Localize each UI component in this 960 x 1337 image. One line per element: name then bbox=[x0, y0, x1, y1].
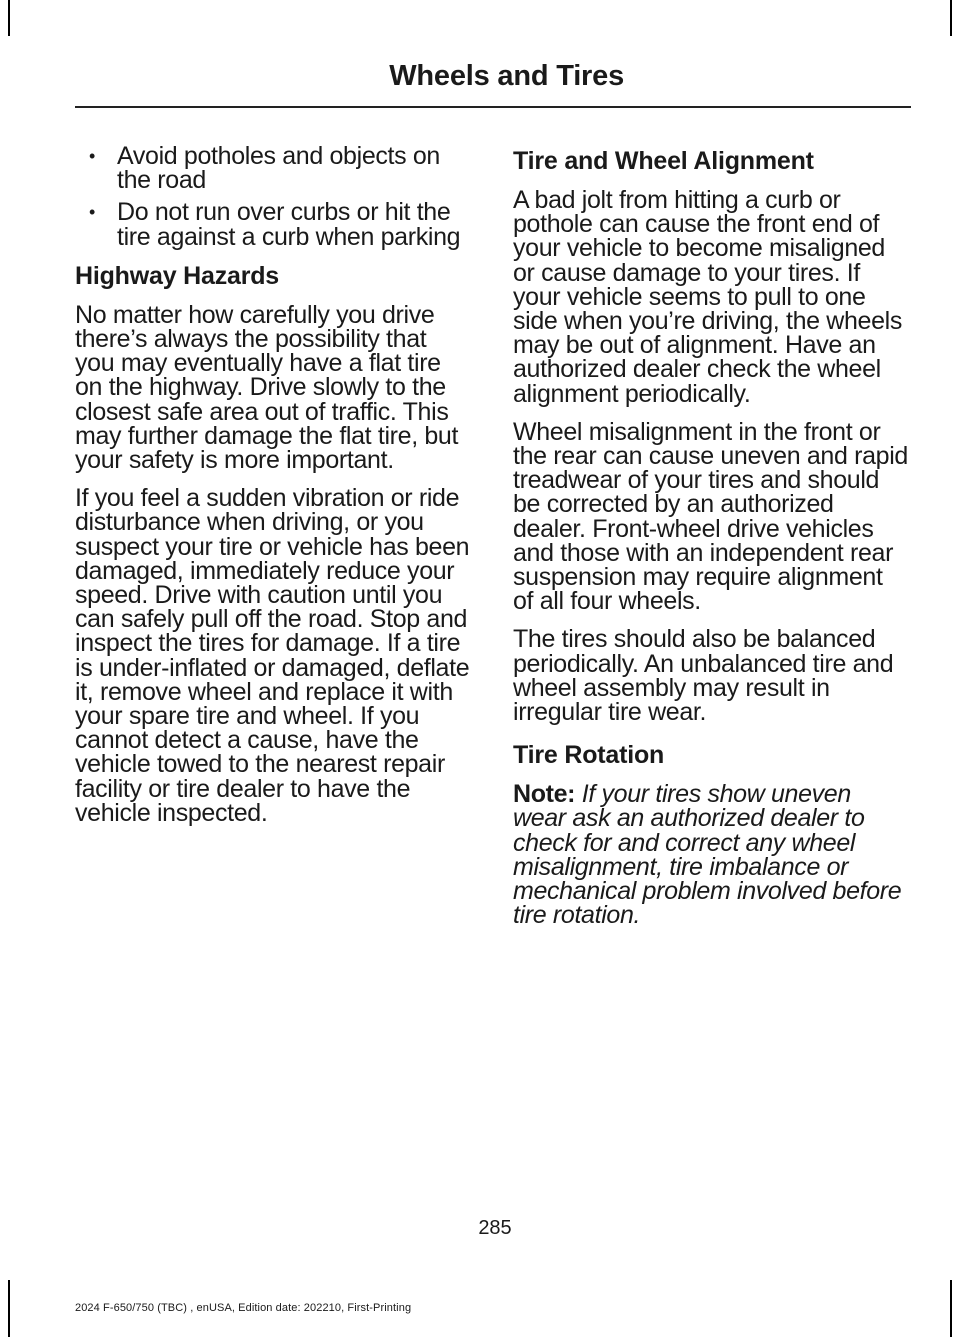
crop-mark-bottom-right bbox=[950, 1280, 952, 1337]
header-divider bbox=[75, 106, 911, 108]
paragraph-alignment-3: The tires should also be balanced periodically. An unbalanced tire and wheel assembly may result in irregular tire wear. bbox=[513, 625, 894, 727]
bullet-list bbox=[75, 144, 470, 249]
paragraph-alignment-1: A bad jolt from hitting a curb or pothole can cause the front end of your vehicle to become misaligned or cause damage to your tires. If your vehicle seems to pull to one side when you’re driving, the wheels may be out of alignment. Have an authorized dealer check the wheel alignment periodically. bbox=[513, 186, 903, 408]
paragraph-highway-1: No matter how carefully you drive there’s always the possibility that you may eventually have a flat tire on the highway. Drive slowly to the closest safe area out of traffic. This may further damage the flat tire, but your safety is more important. bbox=[75, 300, 459, 475]
list-item bbox=[75, 142, 470, 195]
paragraph-highway-2: If you feel a sudden vibration or ride disturbance when driving, or you suspect your tire or vehicle has been damaged, immediately reduce your speed. Drive with caution until you can safely pull off the road. Stop and inspect the tires for damage. If a tire is under-inflated or damaged, deflate it, remove wheel and replace it with your spare tire and wheel. If you cannot detect a cause, have the vehicle towed to the nearest repair facility or tire dealer to have the vehicle inspected. bbox=[75, 484, 470, 827]
bullet-icon: • bbox=[89, 202, 95, 223]
page-number: 285 bbox=[478, 1217, 512, 1239]
note-rotation bbox=[513, 780, 908, 930]
section-heading-highway-hazards: Highway Hazards bbox=[75, 261, 280, 290]
list-item-text: Avoid potholes and objects on the road bbox=[117, 142, 440, 195]
bullet-icon: • bbox=[89, 146, 95, 166]
right-column bbox=[513, 144, 908, 941]
note-text: If your tires show uneven wear ask an authorized dealer to check for and correct any wheel misalignment, tire imbalance or mechanical problem involved before tire rotation. bbox=[513, 780, 902, 930]
crop-mark-bottom-left bbox=[8, 1280, 10, 1337]
list-item bbox=[75, 198, 470, 251]
note-label: Note: bbox=[513, 780, 576, 809]
left-column bbox=[75, 144, 470, 839]
footer-edition: 2024 F-650/750 (TBC) , enUSA, Edition date: 202210, First-Printing bbox=[75, 1302, 412, 1314]
crop-mark-top-left bbox=[8, 0, 10, 36]
section-heading-rotation: Tire Rotation bbox=[513, 741, 665, 770]
list-item-text: Do not run over curbs or hit the tire against a curb when parking bbox=[117, 198, 461, 251]
section-heading-alignment: Tire and Wheel Alignment bbox=[513, 147, 814, 175]
page-title: Wheels and Tires bbox=[389, 60, 624, 92]
crop-mark-top-right bbox=[950, 0, 952, 36]
paragraph-alignment-2: Wheel misalignment in the front or the rear can cause uneven and rapid treadwear of your tires and should be corrected by an authorized dealer. Front-wheel drive vehicles and those with an independent rear suspension may require alignment of all four wheels. bbox=[513, 417, 908, 616]
